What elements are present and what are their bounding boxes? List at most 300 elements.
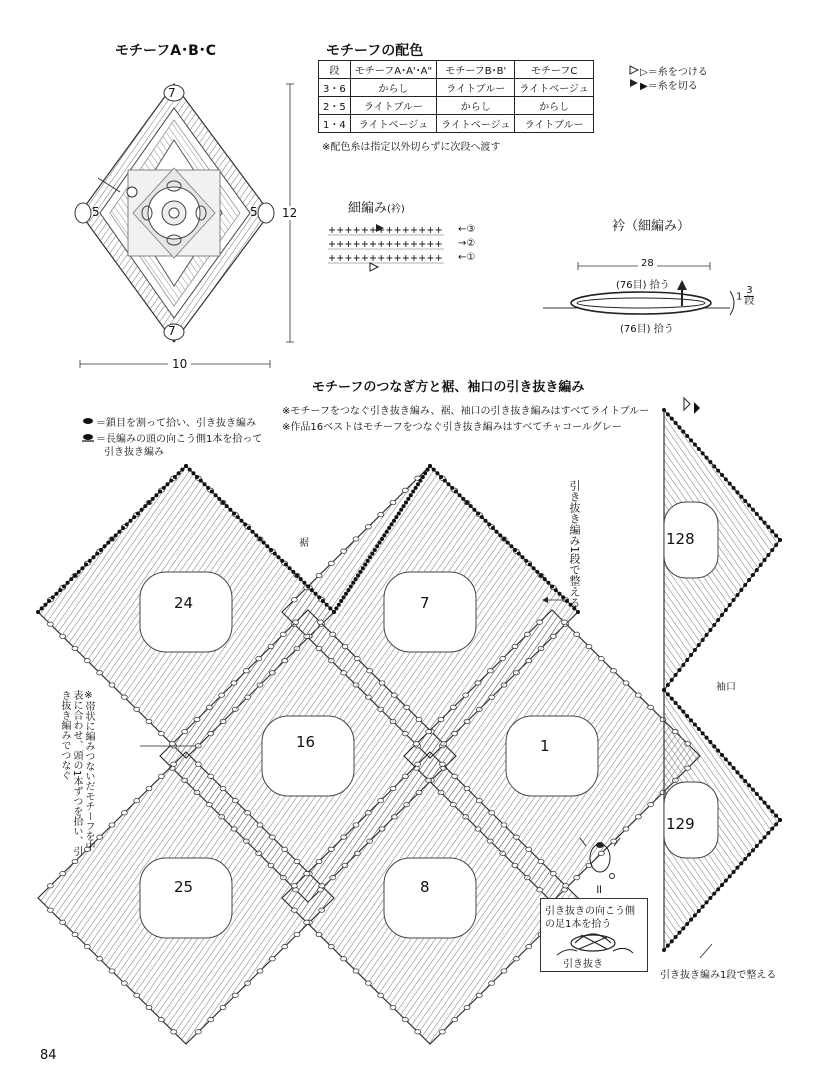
- hem-slip-dot: [225, 504, 229, 508]
- motif-center-hole: [262, 716, 354, 796]
- chain-loop: [282, 944, 288, 948]
- hem-slip-dot: [361, 566, 365, 570]
- cuff-slip-dot: [739, 495, 743, 499]
- chain-loop: [513, 957, 519, 961]
- hem-slip-dot: [390, 522, 394, 526]
- table-row: [319, 79, 594, 97]
- table-cell: ライトベージュ: [350, 115, 436, 133]
- chain-loop: [635, 815, 641, 819]
- cuff-slip-dot: [728, 482, 732, 486]
- color-table: [318, 60, 594, 133]
- chain-loop: [268, 644, 274, 648]
- hem-slip-dot: [373, 548, 377, 552]
- join-legend-2b: 引き抜き編み: [104, 447, 164, 458]
- table-cell: ライトブルー: [350, 97, 436, 115]
- hem-slip-dot: [321, 599, 325, 603]
- motif-width: 10: [168, 357, 191, 371]
- chain-loop: [316, 932, 322, 936]
- cuff-slip-dot: [724, 757, 728, 761]
- chain-loop: [60, 871, 66, 875]
- chain-loop: [158, 774, 164, 778]
- hem-slip-dot: [203, 482, 207, 486]
- cuff-slip-dot: [759, 516, 763, 520]
- chain-loop: [402, 774, 408, 778]
- join-note-2: ※作品16ベストはモチーフをつなぐ引き抜き編みはすべてチャコールグレー: [282, 422, 622, 433]
- hem-slip-dot: [349, 584, 353, 588]
- cuff-pointer: [700, 944, 712, 958]
- hem-slip-dot: [387, 526, 391, 530]
- collar-width: 28: [638, 258, 657, 269]
- hem-slip-dot: [513, 548, 517, 552]
- motif-chart: [75, 84, 294, 368]
- sc-stitch: [419, 227, 425, 233]
- hem-slip-dot: [180, 468, 184, 472]
- chain-loop: [294, 859, 300, 863]
- chain-loop: [146, 719, 152, 723]
- chain-loop: [47, 622, 53, 626]
- cuff-slip-dot: [708, 740, 712, 744]
- header-motif-b: モチーフB･B': [437, 61, 515, 79]
- chain-loop: [413, 742, 419, 746]
- cuff-slip-dot: [724, 477, 728, 481]
- collar-lower: (76目) 拾う: [620, 324, 674, 335]
- page-number: 84: [40, 1048, 57, 1063]
- chain-loop: [328, 944, 334, 948]
- sc-stitch: [395, 255, 401, 261]
- hem-slip-dot: [295, 574, 299, 578]
- side-note: ※帯状に編みつないだモチーフを中表に合わせ、頭の1本ずつを拾い、引き抜き編みでつなぐ: [59, 690, 94, 857]
- cuff-slip-dot: [735, 770, 739, 774]
- sc-stitch: [337, 227, 343, 233]
- chain-loop: [390, 500, 396, 504]
- chain-loop: [476, 993, 482, 997]
- motif-center-hole: [384, 572, 476, 652]
- cuff-slip-dot: [739, 588, 743, 592]
- hem-slip-dot: [195, 475, 199, 479]
- table-cell: 1・4: [319, 115, 351, 133]
- hem-slip-dot: [247, 526, 251, 530]
- sc-cut-mark: [376, 224, 384, 232]
- chain-loop: [243, 669, 249, 673]
- cuff-slip-dot: [681, 926, 685, 930]
- hem-slip-dot: [480, 515, 484, 519]
- chain-loop: [158, 1017, 164, 1021]
- chain-loop: [291, 598, 297, 602]
- cuff-slip-dot: [712, 464, 716, 468]
- chain-loop: [574, 632, 580, 636]
- chain-loop: [134, 993, 140, 997]
- cuff-slip-dot: [728, 874, 732, 878]
- cuff-slip-dot: [766, 805, 770, 809]
- chain-loop: [219, 693, 225, 697]
- cuff-slip-dot: [701, 451, 705, 455]
- hem-slip-dot: [310, 588, 314, 592]
- hem-slip-dot: [344, 592, 348, 596]
- hem-slip-dot: [103, 544, 107, 548]
- chain-loop: [291, 908, 297, 912]
- hem-slip-dot: [517, 552, 521, 556]
- chain-loop: [72, 646, 78, 650]
- sc-stitch: [411, 255, 417, 261]
- equals-sign: ॥: [595, 882, 603, 896]
- sc-stitch: [427, 227, 433, 233]
- chain-loop: [341, 957, 347, 961]
- motif-center-hole: [384, 858, 476, 938]
- hem-slip-dot: [317, 595, 321, 599]
- hem-slip-dot: [177, 471, 181, 475]
- cuff-slip-dot: [747, 503, 751, 507]
- hem-slip-dot: [509, 544, 513, 548]
- cuff-slip-dot: [766, 525, 770, 529]
- chain-loop: [404, 705, 410, 709]
- hem-slip-dot: [447, 482, 451, 486]
- cuff-slip-dot: [712, 744, 716, 748]
- chain-loop: [353, 969, 359, 973]
- chain-loop: [232, 798, 238, 802]
- sc-stitch: [329, 241, 335, 247]
- hem-slip-dot: [40, 606, 44, 610]
- chain-loop: [220, 1005, 226, 1009]
- chain-loop: [390, 1005, 396, 1009]
- hem-slip-dot: [426, 468, 430, 472]
- chain-loop: [464, 786, 470, 790]
- chain-loop: [365, 525, 371, 529]
- chain-loop: [353, 537, 359, 541]
- sc-row-1-label: ①: [466, 252, 476, 263]
- hem-slip-dot: [421, 475, 425, 479]
- cuff-slip-dot: [743, 857, 747, 861]
- join-legend-1: ＝鎖目を割って拾い、引き抜き編み: [96, 418, 256, 429]
- cuff-slip-dot: [708, 628, 712, 632]
- hem-slip-dot: [416, 482, 420, 486]
- chain-loop: [134, 798, 140, 802]
- sc-stitch: [403, 241, 409, 247]
- color-table-title: モチーフの配色: [326, 43, 424, 59]
- hem-slip-dot: [55, 592, 59, 596]
- chain-loop: [97, 835, 103, 839]
- cuff-slip-dot: [770, 827, 774, 831]
- sc-row-3-label: ③: [466, 224, 476, 235]
- chain-loop: [415, 762, 421, 766]
- hem-slip-dot: [66, 581, 70, 585]
- hem-slip-dot: [539, 574, 543, 578]
- chain-loop: [426, 729, 432, 733]
- hem-slip-dot: [414, 486, 418, 490]
- chain-loop: [208, 774, 214, 778]
- sc-stitch: [329, 227, 335, 233]
- chain-loop: [354, 656, 360, 660]
- hem-slip-dot: [476, 511, 480, 515]
- hem-slip-dot: [143, 504, 147, 508]
- hem-slip-dot: [77, 570, 81, 574]
- chain-loop: [220, 786, 226, 790]
- chain-loop: [280, 632, 286, 636]
- header-motif-a: モチーフA･A'･A": [350, 61, 436, 79]
- chain-loop: [416, 717, 422, 721]
- chain-loop: [439, 1030, 445, 1034]
- inset-line-1: 引き抜きの向こう側: [545, 906, 635, 917]
- chain-loop: [623, 827, 629, 831]
- hem-slip-dot: [188, 468, 192, 472]
- hem-slip-dot: [472, 508, 476, 512]
- cuff-slip-dot: [681, 663, 685, 667]
- cuff-slip-dot: [759, 840, 763, 844]
- chain-loop: [232, 993, 238, 997]
- hem-slip-dot: [334, 606, 338, 610]
- collar-upper: (76目) 拾う: [616, 276, 670, 291]
- hem-slip-dot: [392, 519, 396, 523]
- hem-slip-dot: [228, 508, 232, 512]
- hem-slip-dot: [166, 482, 170, 486]
- cuff-slip-note: 引き抜き編み1段で整える: [660, 970, 777, 981]
- hem-slip-dot: [380, 537, 384, 541]
- chain-loop: [206, 705, 212, 709]
- cuff-slip-dot: [735, 866, 739, 870]
- cuff-slip-dot: [701, 905, 705, 909]
- hem-slip-dot: [382, 533, 386, 537]
- chain-loop: [158, 731, 164, 735]
- chain-loop: [501, 823, 507, 827]
- cuff-slip-dot: [685, 922, 689, 926]
- chain-loop: [182, 729, 188, 733]
- chain-loop: [316, 859, 322, 863]
- cuff-label: 袖口: [716, 682, 736, 693]
- hem-slip-dot: [251, 530, 255, 534]
- sc-stitch: [337, 255, 343, 261]
- chain-loop: [231, 681, 237, 685]
- hem-slip-dot: [358, 570, 362, 574]
- sc-title-sub: (衿): [387, 204, 405, 215]
- hem-slip-dot: [558, 592, 562, 596]
- chain-loop: [378, 993, 384, 997]
- table-cell: ライトベージュ: [437, 115, 515, 133]
- hem-slip-dot: [110, 537, 114, 541]
- chain-loop: [635, 693, 641, 697]
- sc-stitch: [362, 255, 368, 261]
- hem-slip-dot: [328, 606, 332, 610]
- cuff-slip-dot: [689, 718, 693, 722]
- cuff-slip-dot: [689, 918, 693, 922]
- chain-loop: [489, 811, 495, 815]
- table-cell: 3・6: [319, 79, 351, 97]
- chain-loop: [171, 762, 177, 766]
- chain-loop: [269, 957, 275, 961]
- sc-stitch: [427, 255, 433, 261]
- chain-loop: [97, 957, 103, 961]
- cuff-slip-dot: [755, 844, 759, 848]
- cuff-slip-dot: [697, 909, 701, 913]
- hem-slip-dot: [484, 519, 488, 523]
- sc-stitch: [345, 255, 351, 261]
- cuff-slip-dot: [685, 714, 689, 718]
- chain-loop: [648, 802, 654, 806]
- hem-slip-dot: [273, 552, 277, 556]
- cuff-slip-dot: [677, 931, 681, 935]
- table-cell: ライトベージュ: [515, 79, 593, 97]
- cuff-slip-dot: [735, 593, 739, 597]
- cuff-slip-dot: [670, 678, 674, 682]
- sc-stitch: [436, 255, 442, 261]
- hem-slip-dot: [140, 508, 144, 512]
- cuff-strip: [662, 398, 782, 952]
- hem-slip-dot: [191, 471, 195, 475]
- motif-height: 12: [282, 206, 298, 220]
- hem-slip-dot: [162, 486, 166, 490]
- hem-slip-dot: [402, 504, 406, 508]
- chain-loop: [47, 884, 53, 888]
- cuff-slip-dot: [674, 673, 678, 677]
- cuff-slip-dot: [766, 553, 770, 557]
- hem-slip-dot: [47, 599, 51, 603]
- chain-loop: [623, 681, 629, 685]
- chain-loop: [513, 835, 519, 839]
- hem-slip-dot: [439, 475, 443, 479]
- motif-title: モチーフA･B･C: [115, 43, 217, 59]
- hem-slip-dot: [337, 603, 341, 607]
- hem-slip-dot: [346, 588, 350, 592]
- cuff-slip-dot: [778, 818, 782, 822]
- cuff-attach-mark: [684, 398, 690, 410]
- chain-loop: [72, 932, 78, 936]
- cuff-slip-dot: [705, 633, 709, 637]
- join-note-1: ※モチーフをつなぐ引き抜き編み、裾、袖口の引き抜き編みはすべてライトブルー: [282, 406, 650, 417]
- cuff-slip-dot: [732, 766, 736, 770]
- hem-slip-dot: [62, 584, 66, 588]
- hem-slip-dot: [51, 595, 55, 599]
- hem-slip-dot: [217, 497, 221, 501]
- chain-loop: [341, 549, 347, 553]
- hem-slip-dot: [314, 592, 318, 596]
- sc-stitch: [362, 241, 368, 247]
- hem-slip-dot: [299, 577, 303, 581]
- cuff-slip-dot: [708, 460, 712, 464]
- motif-round-left: 5: [92, 205, 100, 219]
- hem-slip-dot: [125, 522, 129, 526]
- table-cell: ライトブルー: [437, 79, 515, 97]
- motif-center-hole: [506, 716, 598, 796]
- chain-loop: [330, 632, 336, 636]
- hem-slip-dot: [443, 479, 447, 483]
- cuff-slip-dot: [774, 543, 778, 547]
- motif-center-hole: [140, 572, 232, 652]
- hem-slip-dot: [121, 526, 125, 530]
- sc-stitch: [427, 241, 433, 247]
- chain-loop: [500, 656, 506, 660]
- motif-round-bottom: 7: [168, 324, 176, 338]
- chain-loop: [415, 1030, 421, 1034]
- chain-loop: [463, 693, 469, 697]
- sc-stitch: [354, 227, 360, 233]
- hem-slip-dot: [375, 544, 379, 548]
- color-note: ※配色糸は指定以外切らずに次段へ渡す: [322, 142, 501, 153]
- cuff-slip-dot: [697, 643, 701, 647]
- cuff-slip-dot: [770, 548, 774, 552]
- table-cell: ライトブルー: [515, 115, 593, 133]
- cuff-slip-dot: [732, 598, 736, 602]
- chain-loop: [550, 871, 556, 875]
- cuff-slip-dot: [751, 573, 755, 577]
- cuff-slip-dot: [685, 658, 689, 662]
- chain-loop: [391, 693, 397, 697]
- cuff-slip-dot: [759, 796, 763, 800]
- cuff-slip-dot: [720, 473, 724, 477]
- sc-stitch: [378, 241, 384, 247]
- sc-stitch: [370, 241, 376, 247]
- cuff-slip-dot: [720, 883, 724, 887]
- sc-stitch: [395, 227, 401, 233]
- cuff-slip-dot: [685, 434, 689, 438]
- hem-slip-dot: [269, 548, 273, 552]
- cuff-slip-dot: [747, 853, 751, 857]
- chain-loop: [464, 1005, 470, 1009]
- hem-slip-dot: [136, 511, 140, 515]
- cuff-slip-dot: [716, 887, 720, 891]
- cuff-slip-dot: [770, 529, 774, 533]
- sc-row-3: ←③: [458, 224, 476, 235]
- hem-slip-dot: [158, 490, 162, 494]
- hem-slip-dot: [561, 595, 565, 599]
- hem-slip-dot: [409, 493, 413, 497]
- table-cell: からし: [350, 79, 436, 97]
- sc-stitch: [395, 241, 401, 247]
- hem-slip-dot: [73, 574, 77, 578]
- sc-title-text: 細編み: [348, 201, 388, 216]
- sc-chart: [328, 224, 444, 271]
- chain-loop: [328, 847, 334, 851]
- chain-loop: [84, 944, 90, 948]
- motif-number-7: 7: [420, 594, 430, 612]
- chain-loop: [171, 1030, 177, 1034]
- chain-loop: [648, 705, 654, 709]
- chain-loop: [367, 669, 373, 673]
- hem-slip-dot: [284, 563, 288, 567]
- cuff-slip-dot: [755, 792, 759, 796]
- hem-slip-dot: [351, 581, 355, 585]
- hem-slip-dot: [147, 501, 151, 505]
- chain-loop: [378, 798, 384, 802]
- hem-slip-dot: [454, 490, 458, 494]
- hem-slip-dot: [258, 537, 262, 541]
- cuff-slip-dot: [693, 648, 697, 652]
- hem-slip-dot: [385, 530, 389, 534]
- hem-slip-dot: [221, 501, 225, 505]
- hem-slip-dot: [92, 555, 96, 559]
- sc-stitch: [378, 255, 384, 261]
- hem-slip-dot: [210, 490, 214, 494]
- chain-loop: [402, 488, 408, 492]
- hem-slip-dot: [461, 497, 465, 501]
- hem-slip-dot: [411, 490, 415, 494]
- hem-slip-dot: [528, 563, 532, 567]
- motif-number-1: 1: [540, 737, 550, 755]
- hem-slip-dot: [354, 577, 358, 581]
- hem-slip-dot: [262, 541, 266, 545]
- cuff-slip-dot: [743, 779, 747, 783]
- header-motif-c: モチーフC: [515, 61, 593, 79]
- hem-slip-dot: [339, 599, 343, 603]
- chain-loop: [501, 969, 507, 973]
- sc-stitch: [354, 255, 360, 261]
- cuff-slip-dot: [728, 762, 732, 766]
- sc-stitch: [370, 255, 376, 261]
- chain-loop: [291, 884, 297, 888]
- chain-loop: [245, 811, 251, 815]
- chain-loop: [195, 762, 201, 766]
- cuff-slip-dot: [693, 913, 697, 917]
- table-row: [319, 97, 594, 115]
- hem-slip-dot: [495, 530, 499, 534]
- chain-loop: [304, 920, 310, 924]
